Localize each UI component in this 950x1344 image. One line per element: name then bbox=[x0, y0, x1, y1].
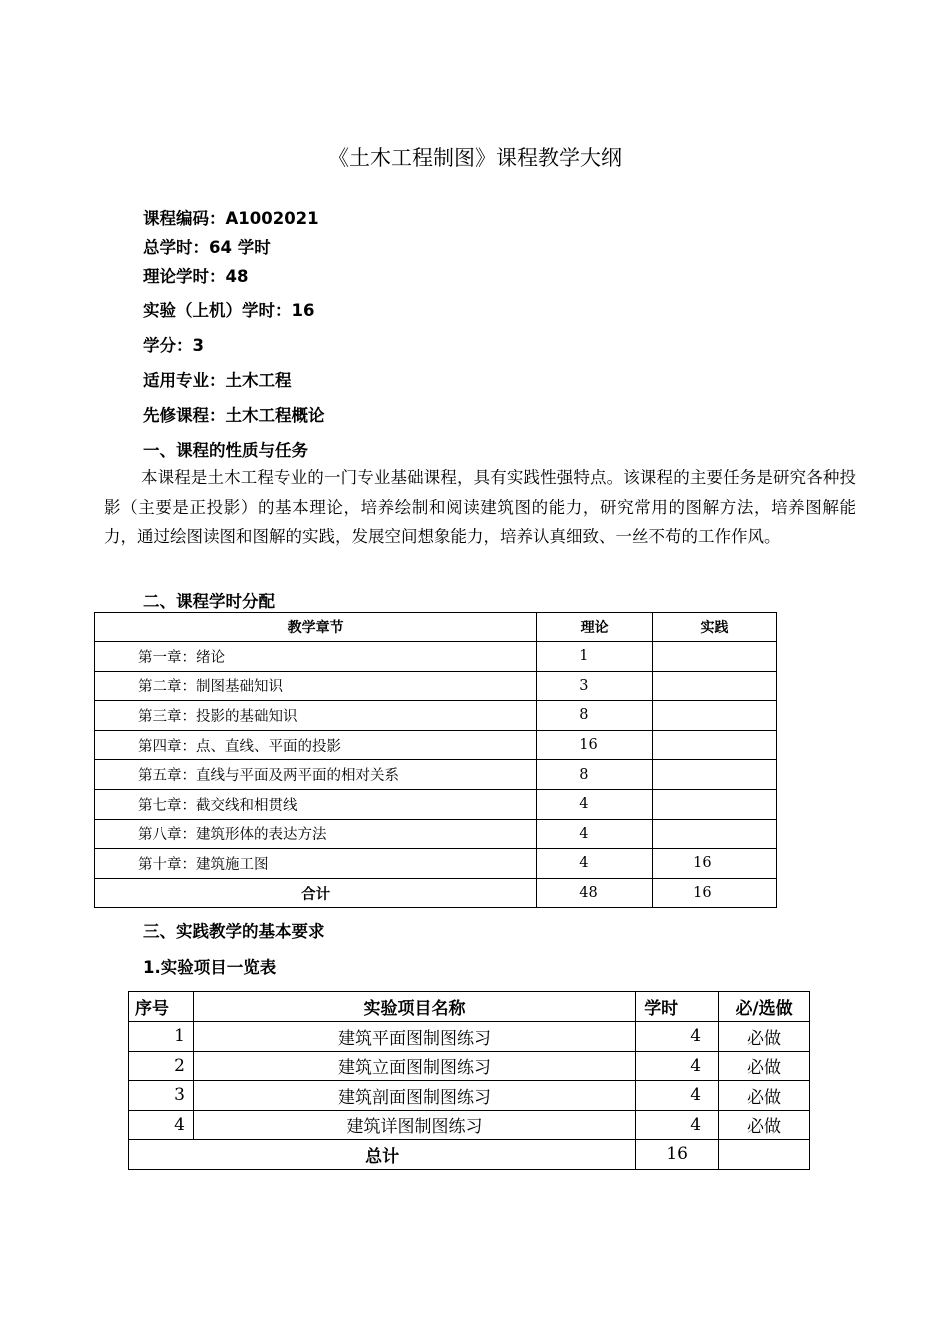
total-practice: 16 bbox=[653, 878, 777, 908]
hours-cell: 4 bbox=[636, 1022, 719, 1052]
theory-cell: 8 bbox=[537, 701, 653, 731]
theory-cell: 8 bbox=[537, 760, 653, 790]
header-chapter: 教学章节 bbox=[95, 613, 537, 642]
section1-heading: 一、课程的性质与任务 bbox=[143, 441, 308, 460]
chapter-cell: 第十章：建筑施工图 bbox=[95, 849, 537, 879]
no-cell: 2 bbox=[129, 1051, 194, 1081]
practice-cell bbox=[653, 671, 777, 701]
table-total-row bbox=[95, 878, 777, 908]
header-hours: 学时 bbox=[636, 992, 719, 1022]
chapter-cell: 第五章：直线与平面及两平面的相对关系 bbox=[95, 760, 537, 790]
type-cell: 必做 bbox=[719, 1110, 810, 1140]
table-row bbox=[95, 642, 777, 672]
table-row bbox=[95, 701, 777, 731]
no-cell: 4 bbox=[129, 1110, 194, 1140]
chapter-cell: 第四章：点、直线、平面的投影 bbox=[95, 730, 537, 760]
name-cell: 建筑详图制图练习 bbox=[193, 1110, 635, 1140]
practice-cell: 16 bbox=[653, 849, 777, 879]
chapter-cell: 第二章：制图基础知识 bbox=[95, 671, 537, 701]
header-type: 必/选做 bbox=[719, 992, 810, 1022]
prerequisite-course: 先修课程：土木工程概论 bbox=[143, 406, 325, 425]
table-row bbox=[95, 849, 777, 879]
name-cell: 建筑平面图制图练习 bbox=[193, 1022, 635, 1052]
total-label: 总计 bbox=[129, 1140, 636, 1170]
no-cell: 1 bbox=[129, 1022, 194, 1052]
type-cell: 必做 bbox=[719, 1051, 810, 1081]
practice-cell bbox=[653, 701, 777, 731]
chapter-cell: 第七章：截交线和相贯线 bbox=[95, 789, 537, 819]
theory-cell: 4 bbox=[537, 789, 653, 819]
table-total-row bbox=[129, 1140, 810, 1170]
name-cell: 建筑立面图制图练习 bbox=[193, 1051, 635, 1081]
experiment-list-table bbox=[128, 991, 810, 1170]
chapter-cell: 第八章：建筑形体的表达方法 bbox=[95, 819, 537, 849]
table-header-row bbox=[95, 613, 777, 642]
applicable-major: 适用专业：土木工程 bbox=[143, 371, 292, 390]
theory-cell: 16 bbox=[537, 730, 653, 760]
table-row bbox=[95, 730, 777, 760]
practice-cell bbox=[653, 819, 777, 849]
type-cell: 必做 bbox=[719, 1022, 810, 1052]
course-code: 课程编码：A1002021 bbox=[143, 209, 319, 228]
chapter-cell: 第三章：投影的基础知识 bbox=[95, 701, 537, 731]
table-header-row bbox=[129, 992, 810, 1022]
table-row bbox=[129, 1051, 810, 1081]
header-name: 实验项目名称 bbox=[193, 992, 635, 1022]
name-cell: 建筑剖面图制图练习 bbox=[193, 1081, 635, 1111]
page-title: 《土木工程制图》课程教学大纲 bbox=[328, 146, 622, 170]
table-row bbox=[129, 1110, 810, 1140]
header-no: 序号 bbox=[129, 992, 194, 1022]
table-row bbox=[129, 1022, 810, 1052]
table-row bbox=[95, 671, 777, 701]
total-hours: 总学时：64 学时 bbox=[143, 238, 271, 257]
theory-cell: 4 bbox=[537, 849, 653, 879]
practice-cell bbox=[653, 760, 777, 790]
chapter-cell: 第一章：绪论 bbox=[95, 642, 537, 672]
practice-cell bbox=[653, 789, 777, 819]
table-row bbox=[95, 789, 777, 819]
type-cell: 必做 bbox=[719, 1081, 810, 1111]
header-theory: 理论 bbox=[537, 613, 653, 642]
no-cell: 3 bbox=[129, 1081, 194, 1111]
header-practice: 实践 bbox=[653, 613, 777, 642]
practice-cell bbox=[653, 730, 777, 760]
section3-heading: 三、实践教学的基本要求 bbox=[143, 922, 325, 941]
total-hours: 16 bbox=[636, 1140, 719, 1170]
section3-subheading: 1.实验项目一览表 bbox=[143, 958, 277, 977]
section1-body: 本课程是土木工程专业的一门专业基础课程，具有实践性强特点。该课程的主要任务是研究各种投影（主要是正投影）的基本理论，培养绘制和阅读建筑图的能力，研究常用的图解方法，培养图解能力，通过绘图读图和图解的实践，发展空间想象能力，培养认真细致、一丝不苟的工作作风。 bbox=[104, 468, 856, 546]
theory-cell: 1 bbox=[537, 642, 653, 672]
hours-cell: 4 bbox=[636, 1081, 719, 1111]
section2-heading: 二、课程学时分配 bbox=[143, 592, 275, 611]
total-label: 合计 bbox=[95, 878, 537, 908]
practice-cell bbox=[653, 642, 777, 672]
table-row bbox=[95, 819, 777, 849]
theory-cell: 4 bbox=[537, 819, 653, 849]
lab-hours: 实验（上机）学时：16 bbox=[143, 301, 315, 320]
hours-allocation-table bbox=[94, 612, 777, 908]
theory-cell: 3 bbox=[537, 671, 653, 701]
total-theory: 48 bbox=[537, 878, 653, 908]
hours-cell: 4 bbox=[636, 1110, 719, 1140]
credits: 学分：3 bbox=[143, 336, 204, 355]
total-type bbox=[719, 1140, 810, 1170]
theory-hours: 理论学时：48 bbox=[143, 267, 249, 286]
table-row bbox=[129, 1081, 810, 1111]
table-row bbox=[95, 760, 777, 790]
hours-cell: 4 bbox=[636, 1051, 719, 1081]
